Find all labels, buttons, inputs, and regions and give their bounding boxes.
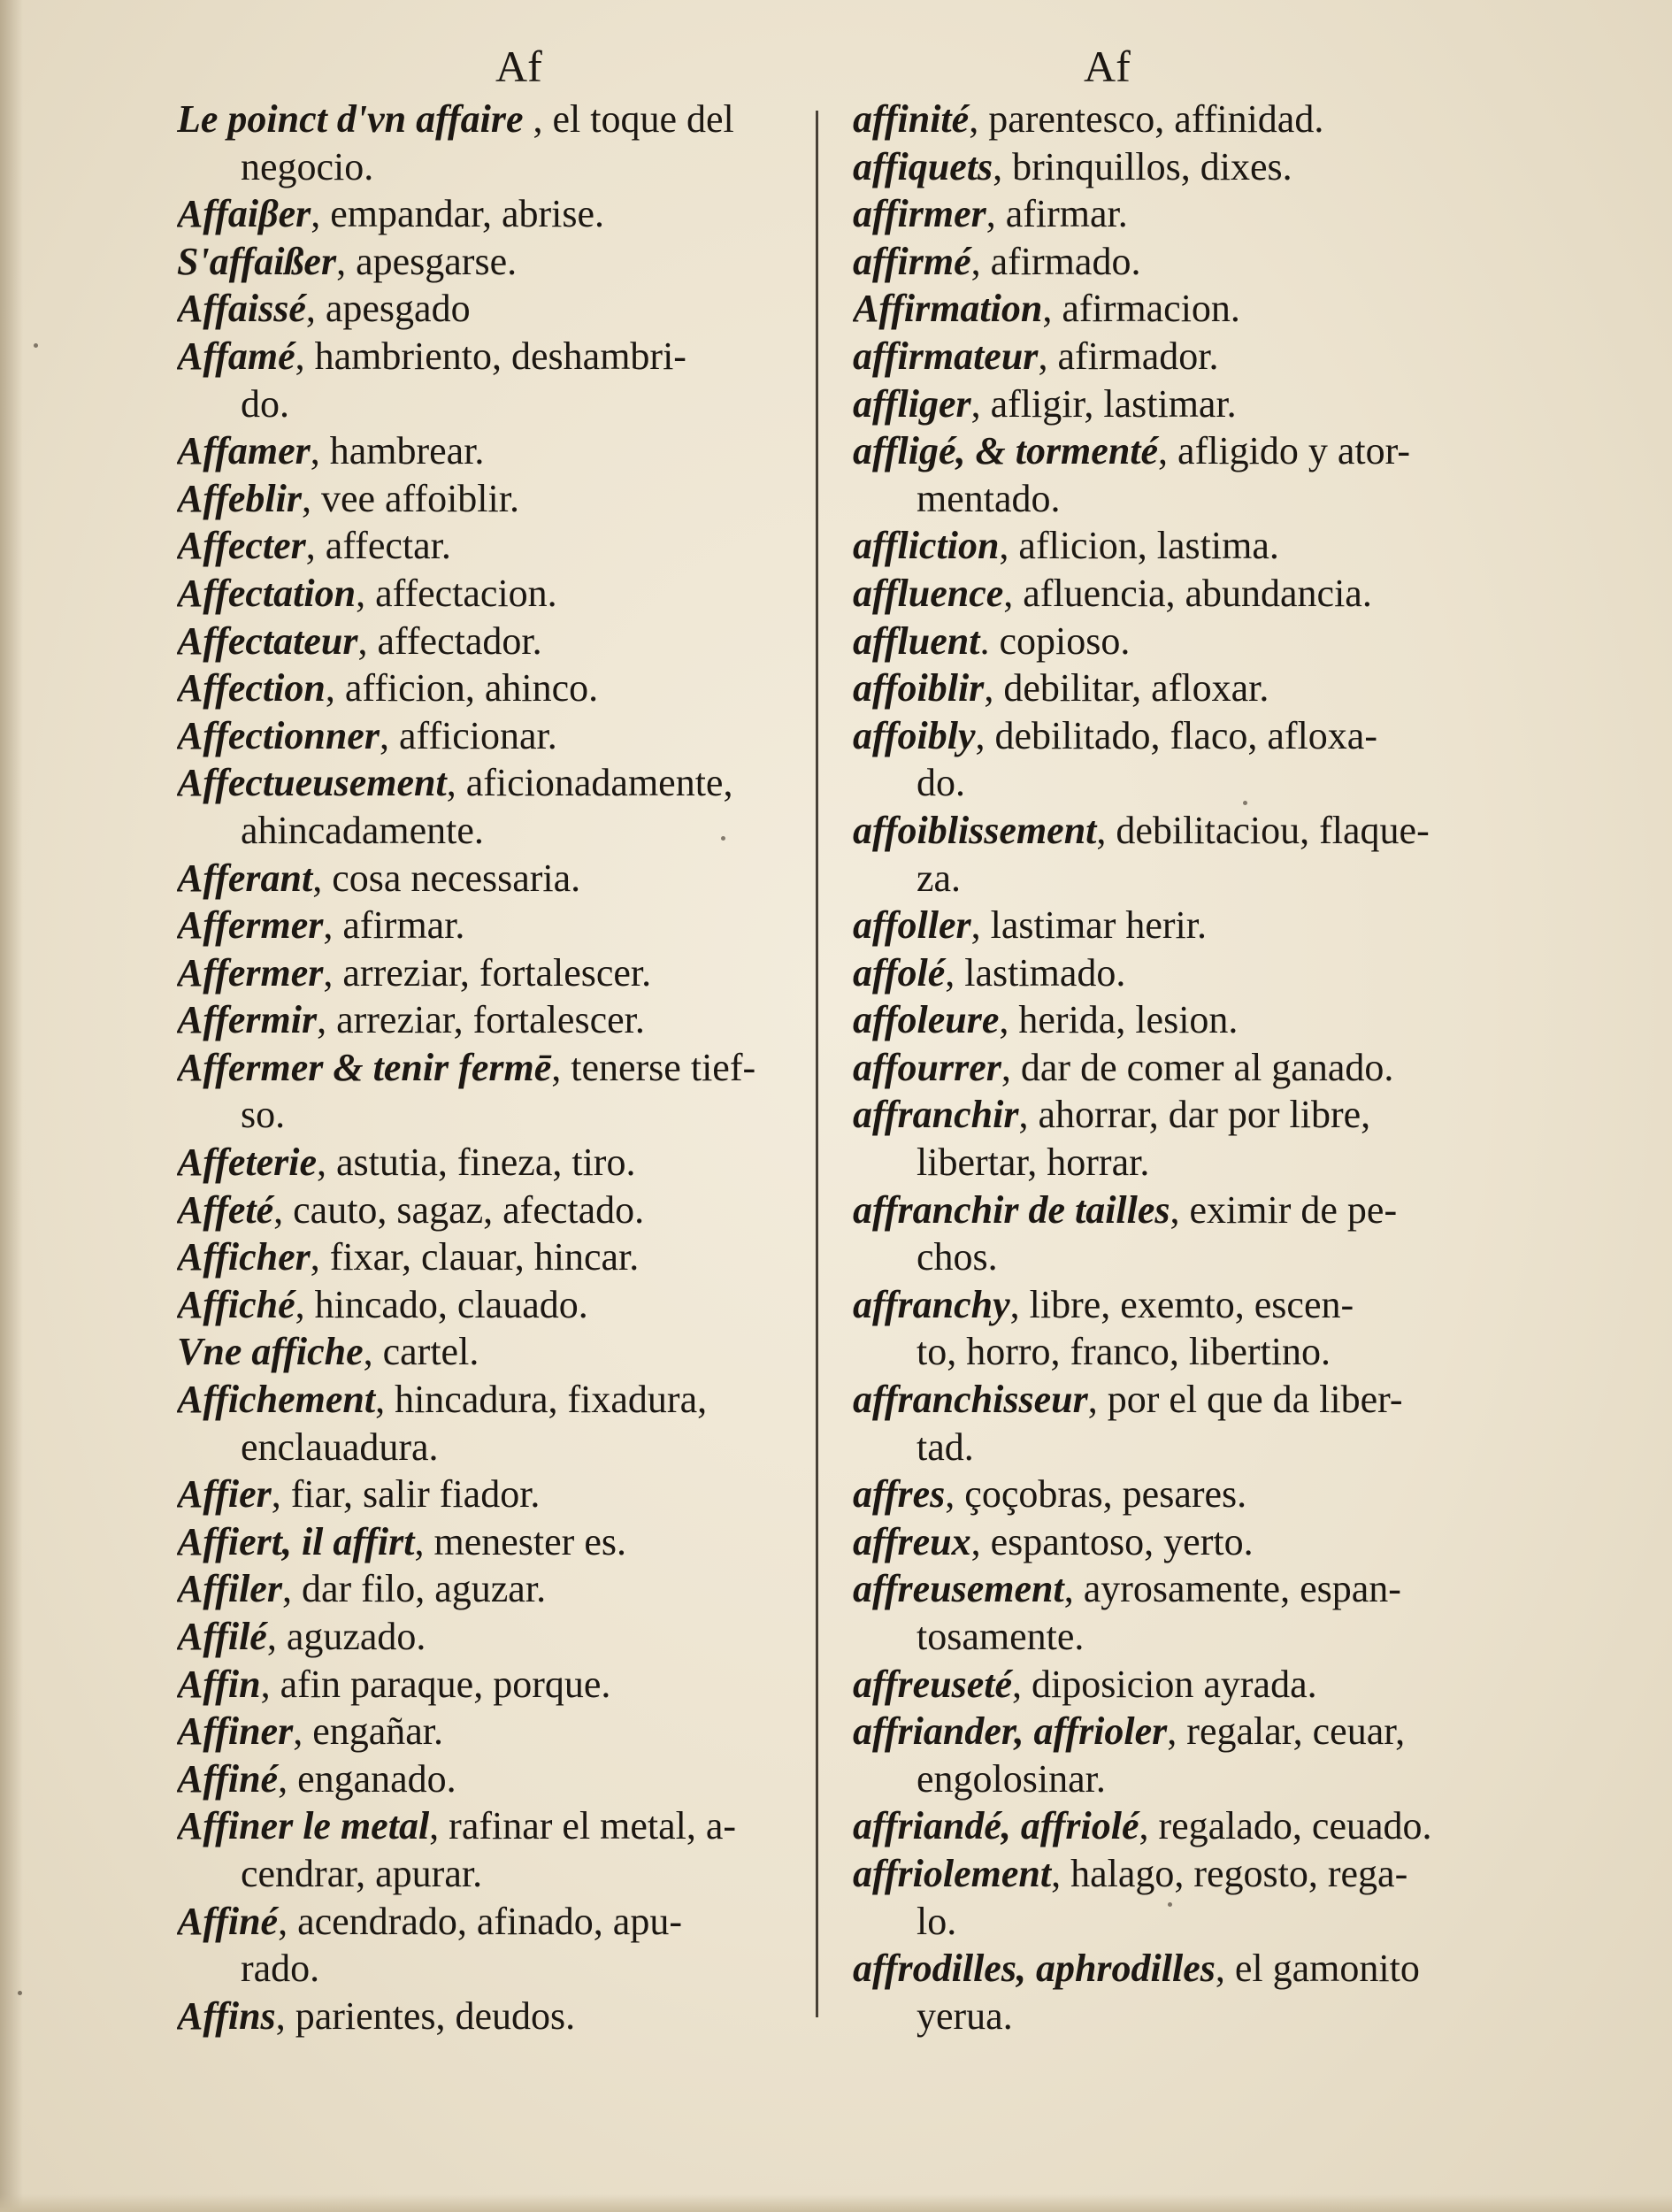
dictionary-entry bbox=[853, 1376, 1476, 1424]
entry-continuation bbox=[853, 1898, 1476, 1946]
headword: affranchir de tailles bbox=[853, 1187, 1170, 1232]
definition-text: do. bbox=[241, 381, 289, 426]
definition-text: rado. bbox=[241, 1947, 320, 1991]
definition-text: mentado. bbox=[917, 476, 1061, 520]
headword: affres bbox=[853, 1472, 946, 1517]
definition-text: , herida, lesion. bbox=[999, 998, 1239, 1042]
headword: Affaissé bbox=[177, 287, 306, 331]
definition-text: , aflicion, lastima. bbox=[999, 524, 1279, 568]
headword: affiquets bbox=[853, 144, 993, 188]
headword: Afferant bbox=[177, 856, 313, 900]
headword: affoleure bbox=[853, 998, 1000, 1042]
definition-text: libertar, horrar. bbox=[917, 1141, 1150, 1185]
headword: Affeblir bbox=[177, 476, 302, 520]
headword: Affiché bbox=[177, 1282, 295, 1326]
dictionary-entry bbox=[177, 712, 827, 760]
definition-text: , afficionar. bbox=[379, 713, 557, 757]
definition-text: , menester es. bbox=[414, 1519, 626, 1563]
headword: Affier bbox=[177, 1472, 272, 1517]
dictionary-entry bbox=[177, 1565, 827, 1613]
headword: Affermer bbox=[177, 950, 324, 995]
definition-text: , affectador. bbox=[357, 618, 542, 663]
headword: Affichement bbox=[177, 1378, 376, 1422]
headword: Affectateur bbox=[177, 618, 358, 663]
dictionary-entry bbox=[177, 1661, 827, 1709]
headword: affranchy bbox=[853, 1282, 1010, 1326]
headword: Affin bbox=[177, 1662, 261, 1706]
dictionary-entry bbox=[177, 1613, 827, 1661]
definition-text: , dar de comer al ganado. bbox=[1001, 1045, 1394, 1089]
dictionary-entry bbox=[177, 1708, 827, 1755]
headword: Affectation bbox=[177, 571, 357, 615]
definition-text: , afirmar. bbox=[323, 903, 465, 948]
definition-text: , eximir de pe- bbox=[1170, 1187, 1398, 1232]
dictionary-entry bbox=[853, 949, 1476, 997]
entry-continuation bbox=[177, 1424, 827, 1471]
headword: affrodilles, aphrodilles bbox=[853, 1947, 1216, 1991]
definition-text: , parentesco, affinidad. bbox=[969, 97, 1324, 141]
dictionary-entry bbox=[177, 1802, 827, 1850]
definition-text: enclauadura. bbox=[241, 1425, 439, 1469]
definition-text: , enganado. bbox=[278, 1756, 456, 1801]
headword: Affection bbox=[177, 666, 326, 710]
definition-text: , arreziar, fortalescer. bbox=[323, 950, 652, 995]
headword: affreusement bbox=[853, 1567, 1064, 1611]
entry-continuation bbox=[177, 143, 827, 191]
definition-text: , ahorrar, dar por libre, bbox=[1018, 1093, 1371, 1137]
definition-text: , fiar, salir fiador. bbox=[271, 1472, 541, 1517]
definition-text: , afirmacion. bbox=[1042, 287, 1240, 331]
headword: Affeté bbox=[177, 1187, 274, 1232]
definition-text: , afluencia, abundancia. bbox=[1003, 571, 1372, 615]
headword: Affermer bbox=[177, 903, 324, 948]
definition-text: , por el que da liber- bbox=[1087, 1378, 1403, 1422]
dictionary-entry bbox=[853, 996, 1476, 1044]
headword: affluent bbox=[853, 618, 980, 663]
headword: Affiné bbox=[177, 1899, 279, 1943]
dictionary-entry bbox=[853, 1281, 1476, 1329]
headword: affriander, affrioler bbox=[853, 1709, 1168, 1754]
dictionary-entry bbox=[177, 427, 827, 475]
headword: Affiner bbox=[177, 1709, 294, 1754]
page-bottom-shadow bbox=[0, 2194, 1672, 2212]
entry-continuation bbox=[177, 380, 827, 428]
dictionary-entry bbox=[853, 1187, 1476, 1234]
definition-text: cendrar, apurar. bbox=[241, 1851, 483, 1895]
dictionary-entry bbox=[853, 1091, 1476, 1139]
headword: Affeterie bbox=[177, 1141, 318, 1185]
dictionary-entry bbox=[177, 1233, 827, 1281]
dictionary-entry bbox=[853, 1802, 1476, 1850]
headword: Affecter bbox=[177, 524, 306, 568]
definition-text: . copioso. bbox=[979, 618, 1131, 663]
dictionary-entry bbox=[853, 1518, 1476, 1566]
headword: affinité bbox=[853, 97, 970, 141]
headword: Affirmation bbox=[853, 287, 1043, 331]
headword: Affectueusement bbox=[177, 761, 447, 805]
headword: Vne affiche bbox=[177, 1330, 364, 1374]
definition-text: , afirmador. bbox=[1038, 334, 1219, 378]
dictionary-entry bbox=[177, 333, 827, 380]
headword: affirmateur bbox=[853, 334, 1039, 378]
entry-continuation bbox=[177, 807, 827, 855]
dictionary-entry bbox=[177, 759, 827, 807]
definition-text: tosamente. bbox=[917, 1615, 1085, 1658]
definition-text: , cosa necessaria. bbox=[312, 856, 581, 900]
dictionary-entry bbox=[853, 96, 1476, 143]
headword: affreux bbox=[853, 1519, 971, 1563]
dictionary-entry bbox=[853, 570, 1476, 618]
definition-text: , afligido y ator- bbox=[1158, 429, 1411, 473]
definition-text: , cauto, sagaz, afectado. bbox=[273, 1187, 645, 1232]
headword: affligé, & tormenté bbox=[853, 429, 1159, 473]
dictionary-entry bbox=[177, 1328, 827, 1376]
headword: affourrer bbox=[853, 1045, 1001, 1089]
headword: S'affaißer bbox=[177, 239, 337, 283]
definition-text: , debilitar, afloxar. bbox=[984, 666, 1269, 710]
headword: affluence bbox=[853, 571, 1004, 615]
definition-text: , afirmar. bbox=[986, 192, 1128, 236]
definition-text: , afligir, lastimar. bbox=[970, 381, 1237, 426]
dictionary-entry bbox=[853, 238, 1476, 286]
definition-text: , regalado, ceuado. bbox=[1139, 1804, 1432, 1848]
dictionary-entry bbox=[177, 96, 827, 143]
dictionary-entry bbox=[177, 1376, 827, 1424]
dictionary-entry bbox=[853, 1565, 1476, 1613]
dictionary-entry bbox=[853, 1044, 1476, 1092]
entry-continuation bbox=[853, 1613, 1476, 1661]
headword: Affaiβer bbox=[177, 192, 311, 236]
dictionary-entry bbox=[853, 143, 1476, 191]
headword: affoibly bbox=[853, 713, 976, 757]
definition-text: , hambrear. bbox=[310, 429, 485, 473]
dictionary-entry bbox=[853, 902, 1476, 949]
definition-text: ahincadamente. bbox=[241, 808, 484, 852]
entry-continuation bbox=[853, 1424, 1476, 1471]
dictionary-entry bbox=[853, 333, 1476, 380]
headword: Affiner le metal bbox=[177, 1804, 430, 1848]
definition-text: , affectacion. bbox=[356, 571, 557, 615]
definition-text: , cartel. bbox=[363, 1330, 479, 1374]
entry-continuation bbox=[853, 1993, 1476, 2040]
headword: Affermir bbox=[177, 998, 318, 1042]
headword: Affiler bbox=[177, 1567, 282, 1611]
entry-continuation bbox=[853, 855, 1476, 902]
definition-text: , diposicion ayrada. bbox=[1012, 1662, 1317, 1706]
dictionary-entry bbox=[177, 570, 827, 618]
entry-continuation bbox=[853, 1328, 1476, 1376]
headword: Affectionner bbox=[177, 713, 380, 757]
page-edge-shadow bbox=[0, 0, 23, 2212]
definition-text: , affectar. bbox=[305, 524, 451, 568]
dictionary-entry bbox=[177, 618, 827, 665]
definition-text: , rafinar el metal, a- bbox=[429, 1804, 737, 1848]
definition-text: engolosinar. bbox=[917, 1756, 1106, 1801]
headword: Le poinct d'vn affaire bbox=[177, 97, 524, 141]
definition-text: , çoçobras, pesares. bbox=[945, 1472, 1247, 1517]
headword: affoiblissement bbox=[853, 808, 1097, 852]
dictionary-entry bbox=[853, 712, 1476, 760]
headword: affirmer bbox=[853, 192, 986, 236]
definition-text: , libre, exemto, escen- bbox=[1009, 1282, 1354, 1326]
dictionary-entry bbox=[177, 285, 827, 333]
headword: affoiblir bbox=[853, 666, 985, 710]
dictionary-entry bbox=[177, 522, 827, 570]
definition-text: , el toque del bbox=[523, 97, 734, 141]
definition-text: , apesgarse. bbox=[336, 239, 518, 283]
entry-continuation bbox=[853, 1139, 1476, 1187]
entry-continuation bbox=[177, 1091, 827, 1139]
definition-text: chos. bbox=[917, 1235, 998, 1279]
headword: Affins bbox=[177, 1993, 276, 2038]
headword: Affamer bbox=[177, 429, 311, 473]
entry-continuation bbox=[853, 1755, 1476, 1803]
dictionary-entry bbox=[853, 664, 1476, 712]
left-column bbox=[177, 96, 827, 2039]
dictionary-entry bbox=[853, 1945, 1476, 1993]
headword: Affilé bbox=[177, 1615, 267, 1658]
entry-continuation bbox=[177, 1945, 827, 1993]
definition-text: , apesgado bbox=[305, 287, 471, 331]
definition-text: yerua. bbox=[917, 1993, 1013, 2038]
definition-text: negocio. bbox=[241, 144, 374, 188]
definition-text: , parientes, deudos. bbox=[275, 1993, 576, 2038]
definition-text: , hambriento, deshambri- bbox=[295, 334, 686, 378]
entry-continuation bbox=[853, 1233, 1476, 1281]
definition-text: , el gamonito bbox=[1215, 1947, 1420, 1991]
definition-text: , lastimar herir. bbox=[970, 903, 1207, 948]
headword: affliger bbox=[853, 381, 971, 426]
dictionary-entry bbox=[177, 949, 827, 997]
definition-text: do. bbox=[917, 761, 965, 805]
definition-text: , acendrado, afinado, apu- bbox=[278, 1899, 682, 1943]
dictionary-entry bbox=[853, 1471, 1476, 1518]
dictionary-entry bbox=[853, 190, 1476, 238]
dictionary-entry bbox=[853, 427, 1476, 475]
dictionary-entry bbox=[853, 380, 1476, 428]
definition-text: , hincado, clauado. bbox=[295, 1282, 588, 1326]
definition-text: to, horro, franco, libertino. bbox=[917, 1330, 1331, 1374]
dictionary-entry bbox=[853, 1708, 1476, 1755]
headword: Afficher bbox=[177, 1235, 311, 1279]
entry-continuation bbox=[853, 759, 1476, 807]
definition-text: , debilitado, flaco, afloxa- bbox=[975, 713, 1377, 757]
definition-text: so. bbox=[241, 1093, 286, 1137]
dictionary-entry bbox=[177, 1518, 827, 1566]
dictionary-entry bbox=[177, 1993, 827, 2040]
definition-text: , espantoso, yerto. bbox=[970, 1519, 1254, 1563]
definition-text: za. bbox=[917, 856, 962, 900]
dictionary-entry bbox=[177, 190, 827, 238]
headword: affranchir bbox=[853, 1093, 1019, 1137]
dictionary-entry bbox=[177, 664, 827, 712]
definition-text: , dar filo, aguzar. bbox=[281, 1567, 547, 1611]
definition-text: , halago, regosto, rega- bbox=[1051, 1851, 1408, 1895]
entry-continuation bbox=[853, 475, 1476, 523]
dictionary-entry bbox=[177, 1139, 827, 1187]
dictionary-entry bbox=[177, 1898, 827, 1946]
running-header-left: Af bbox=[495, 42, 542, 91]
dictionary-entry bbox=[177, 1044, 827, 1092]
dictionary-entry bbox=[177, 238, 827, 286]
headword: affranchisseur bbox=[853, 1378, 1088, 1422]
definition-text: , regalar, ceuar, bbox=[1167, 1709, 1406, 1754]
dictionary-entry bbox=[177, 902, 827, 949]
headword: affriolement bbox=[853, 1851, 1052, 1895]
dictionary-entry bbox=[177, 996, 827, 1044]
definition-text: , fixar, clauar, hincar. bbox=[310, 1235, 640, 1279]
definition-text: , afin paraque, porque. bbox=[260, 1662, 611, 1706]
dictionary-entry bbox=[177, 1755, 827, 1803]
headword: affliction bbox=[853, 524, 1000, 568]
definition-text: , ayrosamente, espan- bbox=[1063, 1567, 1401, 1611]
running-header-right: Af bbox=[1084, 42, 1131, 91]
definition-text: , tenerse tief- bbox=[551, 1045, 756, 1089]
definition-text: , brinquillos, dixes. bbox=[993, 144, 1292, 188]
dictionary-entry bbox=[177, 1187, 827, 1234]
definition-text: , hincadura, fixadura, bbox=[375, 1378, 708, 1422]
definition-text: , aguzado. bbox=[266, 1615, 426, 1658]
definition-text: , lastimado. bbox=[945, 950, 1126, 995]
right-column bbox=[853, 96, 1476, 2039]
definition-text: , engañar. bbox=[293, 1709, 444, 1754]
definition-text: , aficionadamente, bbox=[446, 761, 733, 805]
headword: affreuseté bbox=[853, 1662, 1013, 1706]
definition-text: , vee affoiblir. bbox=[301, 476, 519, 520]
definition-text: , astutia, fineza, tiro. bbox=[317, 1141, 636, 1185]
definition-text: , empandar, abrise. bbox=[311, 192, 605, 236]
definition-text: , afirmado. bbox=[970, 239, 1141, 283]
dictionary-entry bbox=[853, 522, 1476, 570]
dictionary-entry bbox=[853, 618, 1476, 665]
headword: Affermer & tenir fermē bbox=[177, 1045, 552, 1089]
dictionary-entry bbox=[853, 1661, 1476, 1709]
dictionary-entry bbox=[177, 1471, 827, 1518]
headword: Affiné bbox=[177, 1756, 279, 1801]
definition-text: , arreziar, fortalescer. bbox=[317, 998, 645, 1042]
headword: affoller bbox=[853, 903, 971, 948]
definition-text: lo. bbox=[917, 1899, 957, 1943]
headword: Affiert, il affirt bbox=[177, 1519, 415, 1563]
headword: Affamé bbox=[177, 334, 295, 378]
definition-text: tad. bbox=[917, 1425, 974, 1469]
dictionary-entry bbox=[177, 1281, 827, 1329]
headword: affriandé, affriolé bbox=[853, 1804, 1139, 1848]
dictionary-entry bbox=[177, 855, 827, 902]
dictionary-entry bbox=[853, 1850, 1476, 1898]
dictionary-entry bbox=[177, 475, 827, 523]
dictionary-entry bbox=[853, 807, 1476, 855]
definition-text: , afficion, ahinco. bbox=[325, 666, 599, 710]
definition-text: , debilitaciou, flaque- bbox=[1096, 808, 1430, 852]
entry-continuation bbox=[177, 1850, 827, 1898]
dictionary-entry bbox=[853, 285, 1476, 333]
headword: affirmé bbox=[853, 239, 971, 283]
headword: affolé bbox=[853, 950, 946, 995]
